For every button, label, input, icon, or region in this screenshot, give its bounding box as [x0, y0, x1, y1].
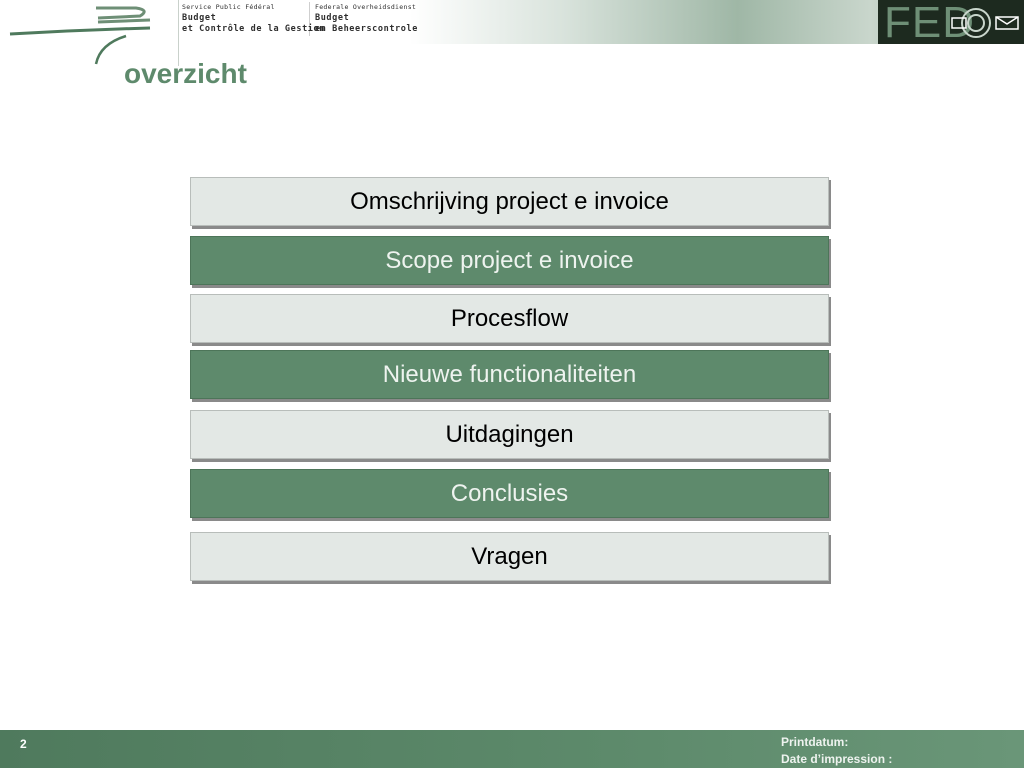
menu-item-nieuwe-functionaliteiten[interactable]: Nieuwe functionaliteiten [190, 350, 829, 399]
org-name-fr [182, 2, 325, 35]
fed-logo [878, 0, 1024, 44]
budget-logo-icon [0, 0, 178, 66]
org-name-nl [315, 2, 418, 35]
budget-logo [0, 0, 179, 66]
org-fr-line3: et Contrôle de la Gestion [182, 24, 325, 34]
print-date-label-nl: Printdatum: [781, 735, 849, 749]
fed-logo-text: FED [884, 0, 975, 44]
page-title: overzicht [124, 58, 247, 89]
page-number: 2 [20, 737, 27, 751]
menu-item-omschrijving[interactable]: Omschrijving project e invoice [190, 177, 829, 226]
menu-item-scope[interactable]: Scope project e invoice [190, 236, 829, 285]
org-fr-line1: Service Public Fédéral [182, 3, 275, 11]
menu-item-vragen[interactable]: Vragen [190, 532, 829, 581]
org-nl-line1: Federale Overheidsdienst [315, 3, 417, 11]
print-date-label-fr: Date d’impression : [781, 752, 893, 766]
print-date-label [781, 734, 892, 768]
org-nl-line2: Budget [315, 13, 350, 23]
fed-logo-circles-icon [948, 6, 1022, 40]
org-fr-line2: Budget [182, 13, 217, 23]
footer-band [0, 730, 1024, 768]
menu-item-uitdagingen[interactable]: Uitdagingen [190, 410, 829, 459]
menu-item-procesflow[interactable]: Procesflow [190, 294, 829, 343]
overview-menu [190, 177, 831, 581]
menu-item-conclusies[interactable]: Conclusies [190, 469, 829, 518]
org-nl-line3: en Beheerscontrole [315, 24, 418, 34]
